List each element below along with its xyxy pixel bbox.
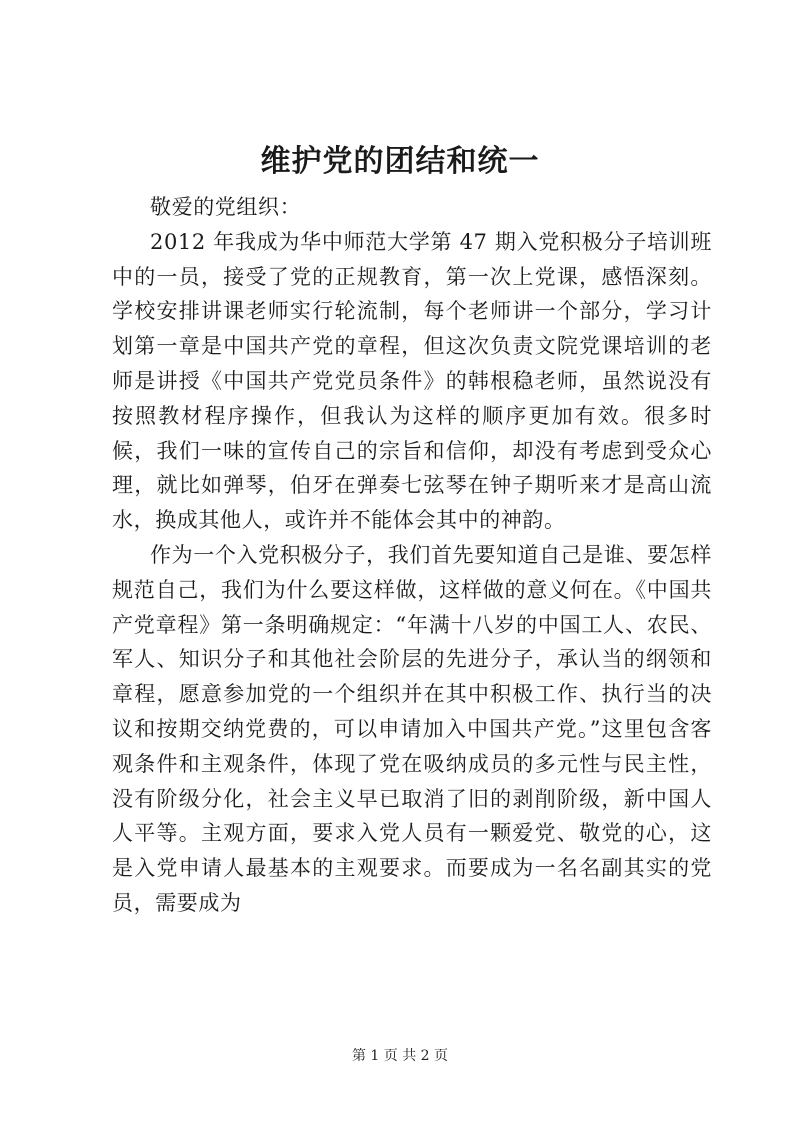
paragraph-2: 作为一个入党积极分子，我们首先要知道自己是谁、要怎样规范自己，我们为什么要这样做，这样做的意义何在。《中国共产党章程》第一条明确规定：“年满十八岁的中国工人、农民、军人、知识分子和其他社会阶层的先进分子，承认当的纲领和章程，愿意参加党的一个组织并在其中积极工作、执行当的决议和按期交纳党费的，可以申请加入中国共产党。”这里包含客观条件和主观条件，体现了党在吸纳成员的多元性与民主性，没有阶级分化，社会主义早已取消了旧的剥削阶级，新中国人人平等。主观方面，要求入党人员有一颗爱党、敬党的心，这是入党申请人最基本的主观要求。而要成为一名名副其实的党员，需要成为 [112,542,712,915]
page-number: 第 1 页 共 2 页 [351,1048,449,1064]
paragraph-1: 2012 年我成为华中师范大学第 47 期入党积极分子培训班中的一员，接受了党的正规教育，第一次上党课，感悟深刻。学校安排讲课老师实行轮流制，每个老师讲一个部分，学习计划第一章是中国共产党的章程，但这次负责文院党课培训的老师是讲授《中国共产党党员条件》的韩根稳老师，虽然说没有按照教材程序操作，但我认为这样的顺序更加有效。很多时候，我们一味的宣传自己的宗旨和信仰，却没有考虑到受众心理，就比如弹琴，伯牙在弹奏七弦琴在钟子期听来才是高山流水，换成其他人，或许并不能体会其中的神韵。 [112,229,712,533]
document-body [112,190,712,921]
salutation: 敬爱的党组织： [150,195,302,219]
document-title: 维护党的团结和统一 [260,144,540,179]
